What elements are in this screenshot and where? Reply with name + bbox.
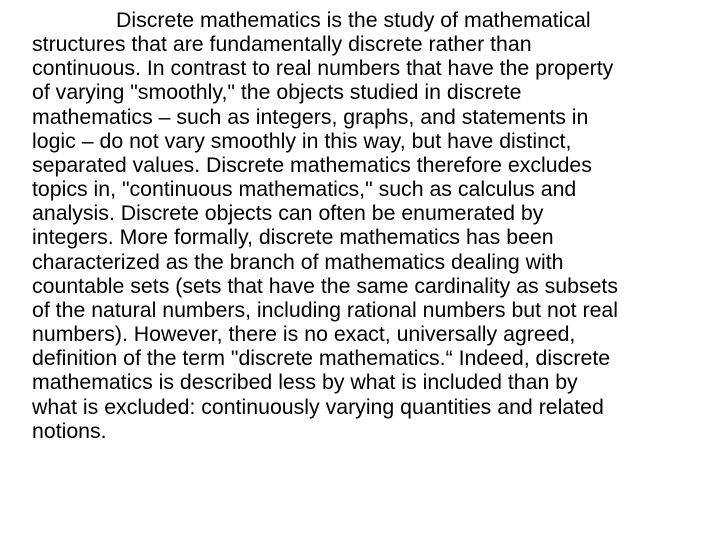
- paragraph-line: notions.: [32, 418, 107, 443]
- paragraph-line: definition of the term "discrete mathematics.“ Indeed, discrete: [32, 346, 611, 371]
- paragraph-line: characterized as the branch of mathematics dealing with: [32, 249, 564, 274]
- paragraph-line: of the natural numbers, including rational numbers but not real: [32, 297, 619, 322]
- paragraph-line: what is excluded: continuously varying quantities and related: [32, 394, 604, 419]
- paragraph-line: topics in, "continuous mathematics," such as calculus and: [32, 177, 577, 202]
- paragraph-line: logic – do not vary smoothly in this way, but have distinct,: [32, 128, 572, 153]
- paragraph-line: countable sets (sets that have the same cardinality as subsets: [32, 273, 618, 298]
- paragraph-line: mathematics is described less by what is included than by: [32, 370, 578, 395]
- paragraph-line: analysis. Discrete objects can often be enumerated by: [32, 201, 544, 226]
- paragraph-line: separated values. Discrete mathematics therefore excludes: [32, 152, 592, 177]
- body-paragraph: [32, 8, 702, 443]
- paragraph-line: integers. More formally, discrete mathematics has been: [32, 225, 554, 250]
- paragraph-line: Discrete mathematics is the study of mathematical: [116, 8, 591, 32]
- paragraph-line: of varying "smoothly," the objects studied in discrete: [32, 80, 522, 105]
- paragraph-line: continuous. In contrast to real numbers that have the property: [32, 56, 614, 81]
- paragraph-line: structures that are fundamentally discrete rather than: [32, 32, 532, 57]
- paragraph-line: mathematics – such as integers, graphs, and statements in: [32, 104, 589, 129]
- paragraph-line: numbers). However, there is no exact, universally agreed,: [32, 322, 576, 347]
